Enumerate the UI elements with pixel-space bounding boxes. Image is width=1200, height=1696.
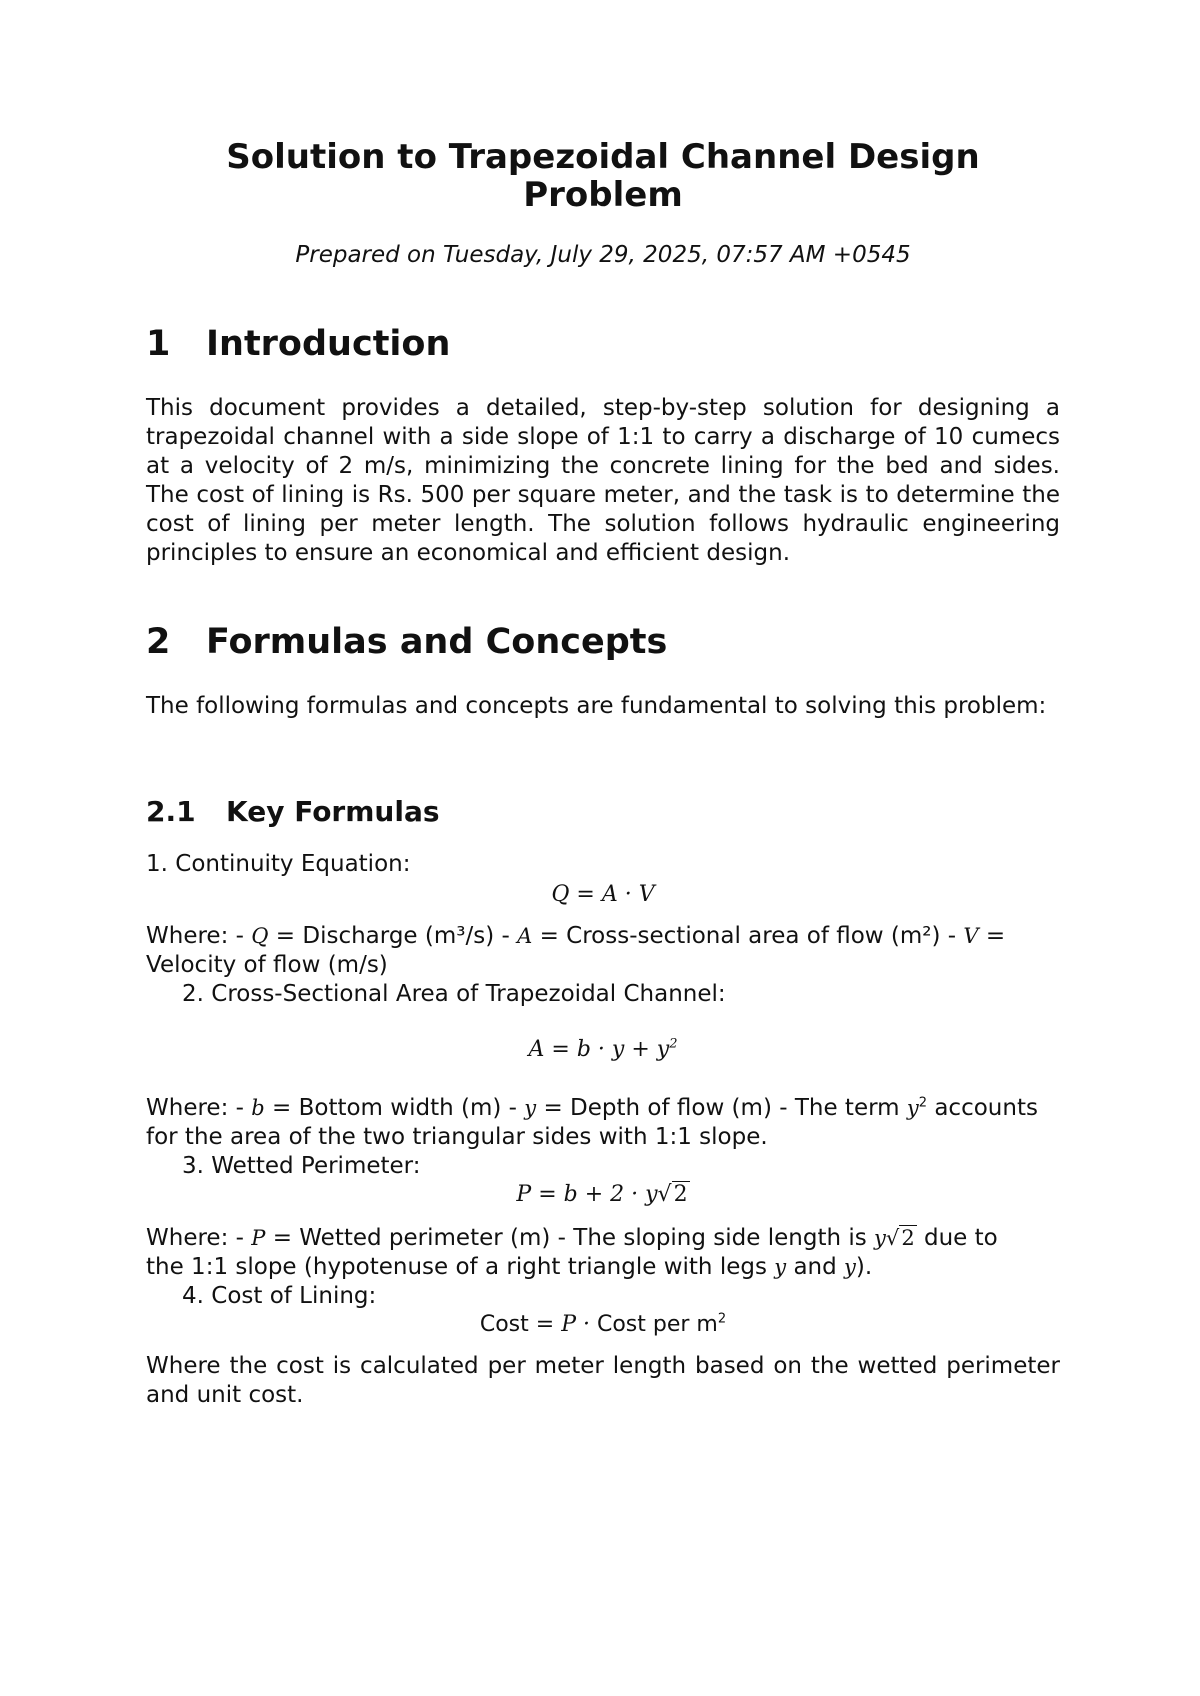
section-heading-introduction: [146, 324, 450, 364]
subsection-heading-key-formulas: [146, 796, 440, 828]
formula-1-label: 1. Continuity Equation:: [146, 851, 411, 877]
section-number: 2: [146, 622, 171, 662]
subsection-number: 2.1: [146, 795, 196, 828]
formula-2-where-continued: for the area of the two triangular sides with 1:1 slope.: [146, 1124, 768, 1150]
formula-2-label: 2. Cross-Sectional Area of Trapezoidal Channel:: [182, 981, 726, 1007]
closing-paragraph: Where the cost is calculated per meter length based on the wetted perimeter and unit cost.: [146, 1353, 1060, 1408]
subsection-title: Key Formulas: [226, 795, 440, 828]
formula-3-where: Where: - P = Wetted perimeter (m) - The sloping side length is y√2 due to: [146, 1225, 998, 1251]
document-date: Prepared on Tuesday, July 29, 2025, 07:57 AM +0545: [295, 242, 911, 268]
formula-2-where: Where: - b = Bottom width (m) - y = Depth of flow (m) - The term $y^2$ accounts: [146, 1095, 1038, 1121]
section-number: 1: [146, 324, 171, 364]
formula-4-label: 4. Cost of Lining:: [182, 1283, 377, 1309]
document-title: Solution to Trapezoidal Channel Design Problem: [226, 137, 980, 215]
formula-3-label: 3. Wetted Perimeter:: [182, 1153, 421, 1179]
section-heading-formulas: [146, 622, 667, 662]
formula-3-equation: P = b + 2 · y√2: [516, 1182, 688, 1207]
formula-1-where: Where: - Q = Discharge (m³/s) - A = Cross-sectional area of flow (m²) - V =: [146, 923, 1006, 949]
formulas-intro-paragraph: The following formulas and concepts are fundamental to solving this problem:: [146, 693, 1047, 719]
introduction-paragraph: This document provides a detailed, step-by-step solution for designing a trapezoidal channel with a side slope of 1:1 to carry a discharge of 10 cumecs at a velocity of 2 m/s, minimizing the concrete lining for the bed and sides. The cost of lining is Rs. 500 per square meter, and the task is to determine the cost of lining per meter length. The solution follows hydraulic engineering principles to ensure an economical and efficient design.: [146, 395, 1060, 566]
formula-4-equation: Cost = P · Cost per $m^2$: [479, 1311, 727, 1337]
formula-1-equation: Q = A · V: [551, 882, 655, 907]
formula-1-where-continued: Velocity of flow (m/s): [146, 952, 388, 978]
section-title: Formulas and Concepts: [206, 622, 668, 662]
formula-2-equation: $A = b \cdot y + y^2$: [528, 1036, 678, 1062]
formula-3-where-continued: the 1:1 slope (hypotenuse of a right triangle with legs y and y).: [146, 1254, 873, 1280]
section-title: Introduction: [206, 324, 451, 364]
